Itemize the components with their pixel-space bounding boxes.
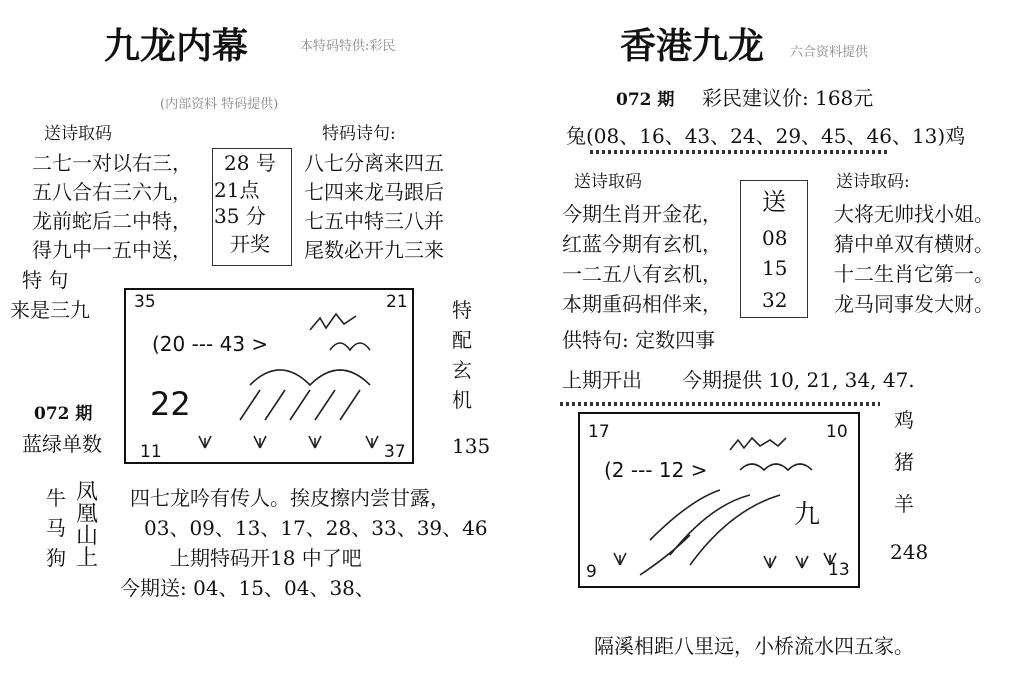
offer-line: 今期提供 10, 21, 34, 47.: [682, 368, 915, 392]
special-line: 七五中特三八并: [304, 209, 444, 233]
poem2: 四七龙吟有传人。挨皮擦内尝甘露，: [130, 486, 450, 510]
right-poem-line-r: 十二生肖它第一。: [834, 262, 994, 286]
vertical-char: 特: [452, 298, 472, 322]
footer-poem: 隔溪相距八里远，小桥流水四五家。: [594, 634, 914, 658]
special-phrase: 来是三九: [10, 298, 90, 322]
send-num: 15: [762, 256, 788, 280]
side-animal: 猪: [894, 450, 914, 474]
send-char: 送: [762, 188, 786, 216]
drawing-num-tl: 17: [588, 422, 610, 442]
right-poem-line: 一二五八有玄机，: [562, 262, 722, 286]
vertical-char: 配: [452, 328, 472, 352]
drawing-arrow-text: (20 --- 43 >: [152, 332, 269, 356]
animal-char: 山: [76, 524, 99, 549]
drawing-num-bl: 11: [140, 442, 162, 462]
left-issue: 072 期: [34, 404, 93, 424]
animal-char: 上: [76, 546, 99, 571]
box-line: 28 号: [224, 151, 276, 175]
left-side-number: 135: [452, 434, 491, 458]
drawing-num-bl: 9: [586, 562, 597, 582]
poem-line: 五八合右三六九，: [32, 180, 192, 204]
box-line: 21点: [214, 178, 260, 202]
drawing-arrow-text: (2 --- 12 >: [604, 458, 708, 482]
animal-char: 凰: [76, 502, 99, 527]
special-poem-header: 特码诗句:: [322, 124, 396, 144]
vertical-char: 机: [452, 388, 472, 412]
poem-header-r: 送诗取码:: [836, 172, 910, 192]
side-animal: 鸡: [894, 408, 914, 432]
poem-line: 龙前蛇后二中特，: [32, 209, 192, 233]
special-phrase-label: 特 句: [22, 268, 69, 292]
poem-line: 二七一对以右三，: [32, 151, 192, 175]
left-faint-line: (内部资料 特码提供): [160, 97, 279, 112]
vertical-char: 玄: [452, 358, 472, 382]
animal-char: 狗: [46, 546, 66, 570]
send-num: 08: [762, 226, 788, 250]
box-line: 开奖: [230, 232, 270, 256]
right-side-number: 248: [890, 540, 929, 564]
special-line: 尾数必开九三来: [304, 238, 444, 262]
right-poem-line: 今期生肖开金花，: [562, 202, 722, 226]
right-poem-line: 本期重码相伴来，: [562, 292, 722, 316]
drawing-big-number: 22: [150, 385, 191, 423]
drawing-num-tr: 21: [386, 292, 408, 312]
right-issue: 072 期: [616, 90, 675, 110]
send-num: 32: [762, 288, 788, 312]
drawing-num-br: 13: [828, 560, 850, 580]
special-line: 七四来龙马跟后: [304, 180, 444, 204]
drawing-num-tr: 10: [826, 422, 848, 442]
poem-line: 得九中一五中送，: [32, 238, 192, 262]
rabbit-line: 兔(08、16、43、24、29、45、46、13)鸡: [566, 124, 966, 148]
number-list: 03、09、13、17、28、33、39、46: [144, 516, 488, 540]
special-line: 八七分离来四五: [304, 151, 444, 175]
animal-char: 马: [46, 516, 66, 540]
right-poem-line-r: 猜中单双有横财。: [834, 232, 994, 256]
animal-char: 凤: [76, 480, 99, 505]
right-title: 香港九龙: [620, 25, 765, 67]
right-poem-line: 红蓝今期有玄机，: [562, 232, 722, 256]
drawing-num-br: 37: [384, 442, 406, 462]
right-poem-line-r: 龙马同事发大财。: [834, 292, 994, 316]
special-phrase-right: 供特句: 定数四事: [562, 328, 716, 352]
box-line: 35 分: [214, 204, 266, 228]
last-issue: 上期特码开18 中了吧: [170, 546, 362, 570]
last-open-label: 上期开出: [562, 368, 642, 392]
suggested-price: 彩民建议价: 168元: [702, 86, 874, 110]
drawing-nine: 九: [794, 500, 821, 530]
side-animal: 羊: [894, 492, 914, 516]
drawing-num-tl: 35: [134, 292, 156, 312]
left-subtitle: 本特码特供:彩民: [300, 39, 396, 54]
poem-header-l: 送诗取码: [574, 172, 642, 192]
left-title: 九龙内幕: [104, 25, 249, 67]
right-poem-line-r: 大将无帅找小姐。: [834, 202, 994, 226]
right-subtitle: 六合资料提供: [790, 45, 869, 60]
blue-green-label: 蓝绿单数: [22, 432, 102, 456]
animal-char: 牛: [46, 486, 66, 510]
this-issue: 今期送: 04、15、04、38、: [120, 576, 375, 600]
poem-header: 送诗取码: [44, 124, 112, 144]
